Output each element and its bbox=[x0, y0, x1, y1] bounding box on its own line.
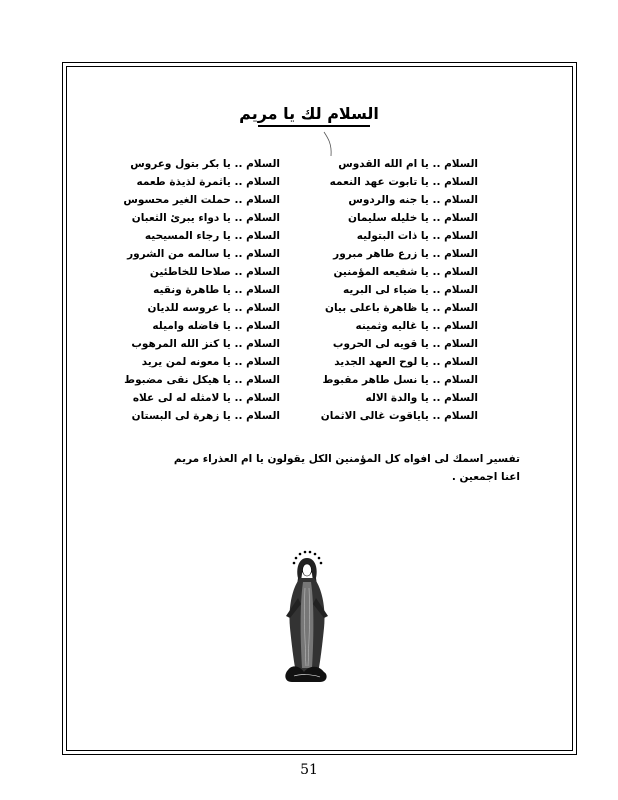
verse-line: السلام .. يا تابوت عهد النعمه bbox=[329, 176, 478, 188]
verse-line: السلام .. يا جنه والردوس bbox=[348, 194, 478, 206]
verses-right-column bbox=[308, 155, 478, 425]
verse-line: السلام .. يا سالمه من الشرور bbox=[127, 248, 280, 260]
verse-line: السلام .. يا بكر بتول وعروس bbox=[130, 158, 280, 170]
verse-line: السلام .. يا ام الله القدوس bbox=[338, 158, 478, 170]
verse-line: السلام .. يا ذات البتوليه bbox=[356, 230, 478, 242]
verse-line: السلام .. يا زرع طاهر مبرور bbox=[333, 248, 478, 260]
page-title: السلام لك يا مريم bbox=[239, 104, 379, 123]
verse-line: السلام .. يا ضياء لى البريه bbox=[342, 284, 478, 296]
paragraph-line-2: اعنا اجمعين . bbox=[451, 471, 520, 483]
verse-line: السلام .. يا ظاهرة باعلى بيان bbox=[325, 302, 478, 314]
verse-line: السلام .. يا معونه لمن يريد bbox=[141, 356, 280, 368]
verse-line: السلام .. يا نسل طاهر مقبوط bbox=[322, 374, 478, 386]
verse-line: السلام .. ياثمرة لذيذة طعمه bbox=[136, 176, 280, 188]
page-number: 51 bbox=[300, 762, 318, 778]
verse-line: السلام .. يا لامثله له لى علاه bbox=[132, 392, 280, 404]
verse-line: السلام .. يا دواء يبرئ الثعبان bbox=[131, 212, 280, 224]
verse-line: السلام .. يا خليله سليمان bbox=[347, 212, 478, 224]
verse-line: السلام .. يا والدة الاله bbox=[365, 392, 478, 404]
verse-line: السلام .. ياياقوت غالى الاثمان bbox=[320, 410, 478, 422]
verse-line: السلام .. يا طاهرة ونقيه bbox=[153, 284, 280, 296]
verse-line: السلام .. يا عروسه للديان bbox=[147, 302, 280, 314]
paragraph-line-1: تفسير اسمك لى افواه كل المؤمنين الكل يقولون يا ام العذراء مريم bbox=[173, 453, 520, 465]
verse-line: السلام .. يا شفيعه المؤمنين bbox=[333, 266, 478, 278]
pen-stroke-mark bbox=[322, 130, 336, 158]
verse-line: السلام .. يا رجاء المسيحيه bbox=[144, 230, 280, 242]
verse-line: السلام .. يا فاضله واميله bbox=[152, 320, 280, 332]
verse-line: السلام .. يا قويه لى الحروب bbox=[332, 338, 478, 350]
verse-line: السلام .. يا زهرة لى البستان bbox=[131, 410, 280, 422]
verse-line: السلام .. يا غاليه وثمينه bbox=[355, 320, 478, 332]
verses-left-column bbox=[100, 155, 280, 425]
verse-line: السلام .. صلاحا للخاطئين bbox=[149, 266, 280, 278]
verse-line: السلام .. يا كنز الله المرهوب bbox=[131, 338, 280, 350]
verse-line: السلام .. يا لوح العهد الجديد bbox=[334, 356, 478, 368]
verse-line: السلام .. يا هيكل نقى مضبوط bbox=[124, 374, 280, 386]
verse-line: السلام .. حملت الغير محسوس bbox=[123, 194, 280, 206]
closing-paragraph bbox=[100, 450, 520, 486]
title-underline bbox=[258, 125, 370, 127]
virgin-mary-illustration bbox=[276, 548, 336, 688]
